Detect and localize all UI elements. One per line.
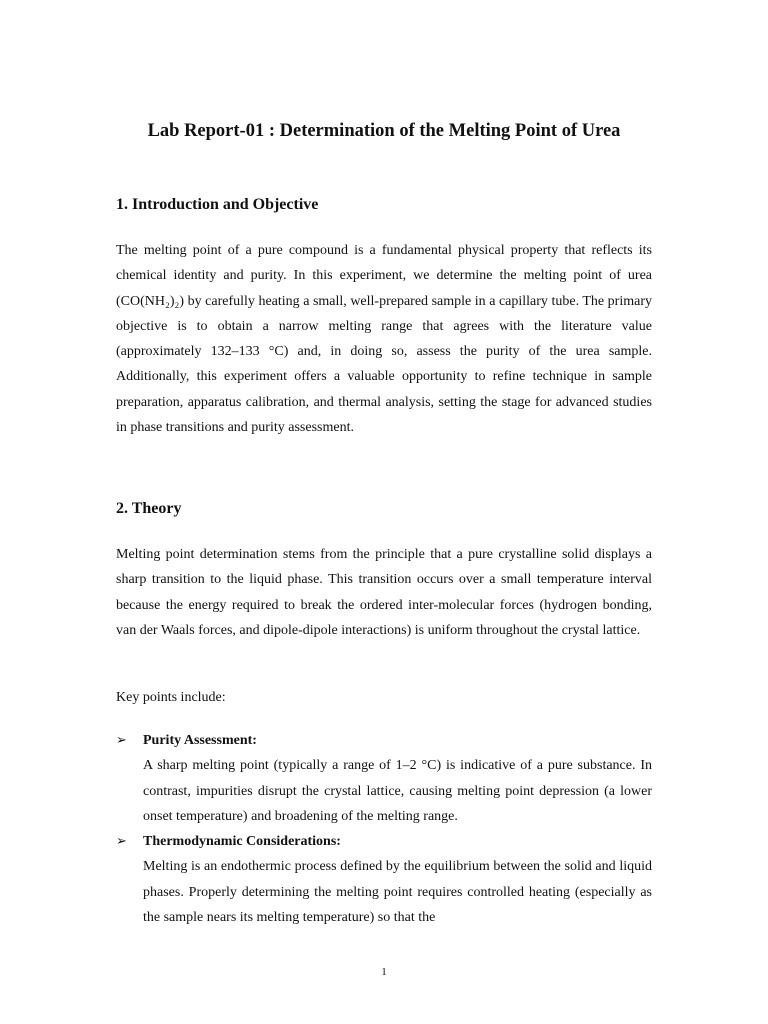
page-title: Lab Report-01 : Determination of the Melting Point of Urea (147, 121, 621, 141)
section-heading-introduction: 1. Introduction and Objective (116, 196, 319, 213)
bullet-title: Thermodynamic Considerations: (143, 834, 341, 849)
bullet-title: Purity Assessment: (143, 733, 257, 748)
arrow-bullet-icon: ➢ (116, 834, 127, 849)
theory-paragraph: Melting point determination stems from the principle that a pure crystalline solid displays a sharp transition to the liquid phase. This transition occurs over a small temperature interval because the energy required to break the ordered inter-molecular forces (hydrogen bonding, van der Waals forces, and dipole-dipole interactions) is uniform throughout the crystal lattice. (116, 547, 652, 638)
page-number: 1 (381, 966, 387, 978)
bullet-text: A sharp melting point (typically a range of 1–2 °C) is indicative of a pure substance. In contrast, impurities disrupt the crystal lattice, causing melting point depression (a lower onset temperature) and broadening of the melting range. (143, 758, 652, 824)
introduction-paragraph: The melting point of a pure compound is a fundamental physical property that reflects its chemical identity and purity. In this experiment, we determine the melting point of urea (CO(NH₂)₂) by carefully heating a small, well-prepared sample in a capillary tube. The primary objective is to obtain a narrow melting range that agrees with the literature value (approximately 132–133 °C) and, in doing so, assess the purity of the urea sample. Additionally, this experiment offers a valuable opportunity to refine technique in sample preparation, apparatus calibration, and thermal analysis, setting the stage for advanced studies in phase transitions and purity assessment. (116, 243, 652, 436)
key-points-intro: Key points include: (116, 690, 226, 705)
arrow-bullet-icon: ➢ (116, 733, 127, 748)
section-heading-theory: 2. Theory (116, 500, 182, 517)
bullet-text: Melting is an endothermic process defined by the equilibrium between the solid and liquid phases. Properly determining the melting point requires controlled heating (especially as the sample nears its melting temperature) so that the (143, 859, 652, 925)
